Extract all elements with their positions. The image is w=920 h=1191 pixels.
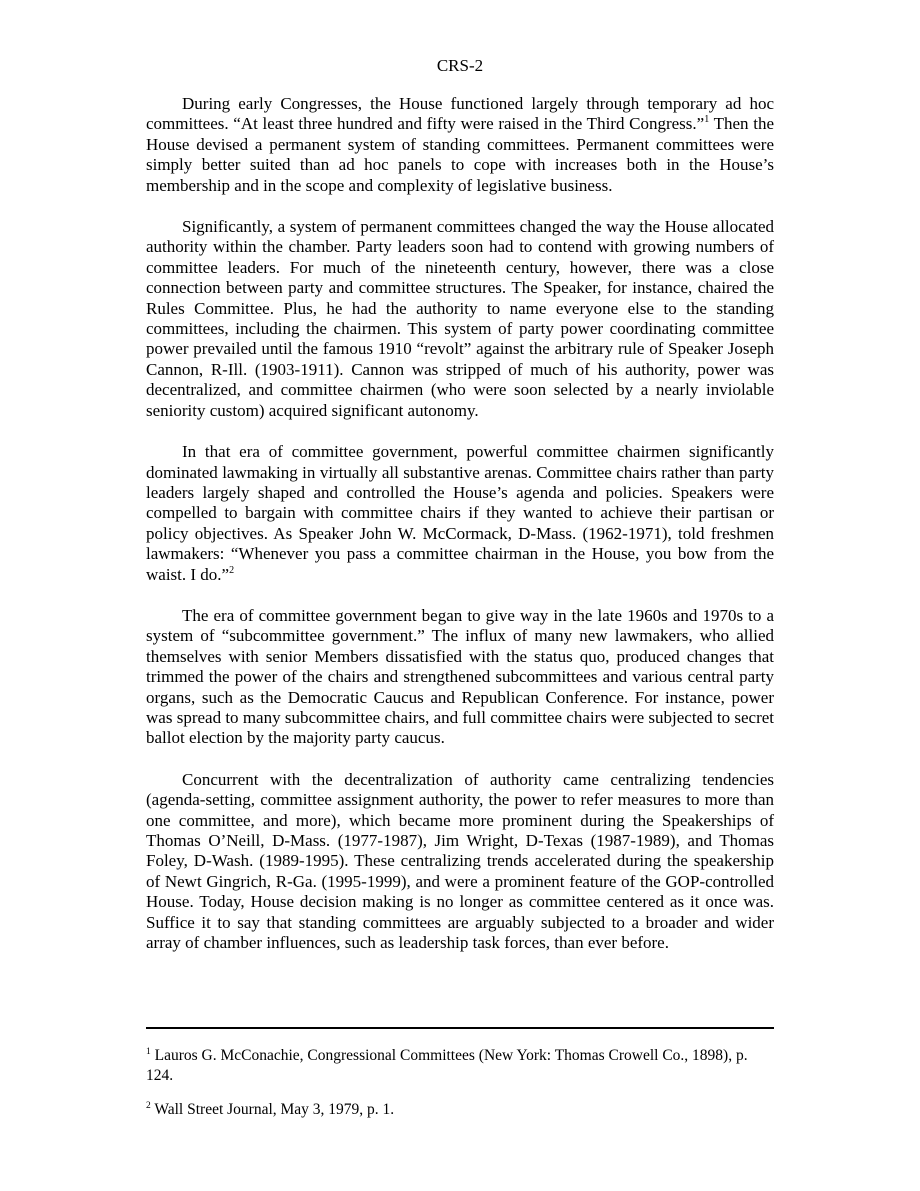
paragraph-permanent-committees: Significantly, a system of permanent committees changed the way the House allocated authority within the chamber. Party leaders soon had to contend with growing numbers of committee leaders. For much of the nineteenth century, however, there was a close connection between party and committee structures. The Speaker, for instance, chaired the Rules Committee. Plus, he had the authority to name everyone else to the standing committees, including the chairmen. This system of party power coordinating committee power prevailed until the famous 1910 “revolt” against the arbitrary rule of Speaker Joseph Cannon, R-Ill. (1903-1911). Cannon was stripped of much of his authority, power was decentralized, and committee chairmen (who were soon selected by a nearly inviolable seniority custom) acquired significant autonomy. (146, 217, 774, 420)
footnote-divider (146, 1027, 774, 1029)
paragraph-committee-government (146, 442, 774, 585)
page-number-header: CRS-2 (436, 56, 484, 75)
footnote-reference[interactable]: 2 (229, 564, 235, 576)
footnote-reference[interactable]: 1 (704, 114, 710, 126)
paragraph-centralizing-tendencies: Concurrent with the decentralization of authority came centralizing tendencies (agenda-setting, committee assignment authority, the power to refer measures to more than one committee, and more), which became more prominent during the Speakerships of Thomas O’Neill, D-Mass. (1977-1987), Jim Wright, D-Texas (1987-1989), and Thomas Foley, D-Wash. (1989-1995). These centralizing trends accelerated during the speakership of Newt Gingrich, R-Ga. (1995-1999), and were a prominent feature of the GOP-controlled House. Today, House decision making is no longer as committee centered as it once was. Suffice it to say that standing committees are arguably subjected to a broader and wider array of chamber influences, such as leadership task forces, than ever before. (146, 769, 774, 953)
footnote-text: Wall Street Journal, May 3, 1979, p. 1. (150, 1101, 395, 1118)
footnotes-section (146, 1046, 774, 1134)
footnote-marker: 2 (146, 1101, 151, 1111)
body-text (146, 94, 774, 974)
paragraph-subcommittee-government: The era of committee government began to give way in the late 1960s and 1970s to a system of “subcommittee government.” The influx of many new lawmakers, who allied themselves with senior Members dissatisfied with the status quo, produced changes that trimmed the power of the chairs and strengthened subcommittees and various central party organs, such as the Democratic Caucus and Republican Conference. For instance, power was spread to many subcommittee chairs, and full committee chairs were subjected to secret ballot election by the majority party caucus. (146, 605, 774, 748)
paragraph-early-congresses (146, 94, 774, 196)
footnote-text: Lauros G. McConachie, Congressional Committees (New York: Thomas Crowell Co., 1898), p. 124. (146, 1047, 748, 1084)
paragraph-text: In that era of committee government, powerful committee chairmen significantly dominated lawmaking in virtually all substantive arenas. Committee chairs rather than party leaders largely shaped and controlled the House’s agenda and policies. Speakers were compelled to bargain with committee chairs if they wanted to achieve their partisan or policy objectives. As Speaker John W. McCormack, D-Mass. (1962-1971), told freshmen lawmakers: “Whenever you pass a committee chairman in the House, you bow from the waist. I do.” (146, 442, 774, 584)
footnote-2 (146, 1100, 774, 1120)
paragraph-text: Then the House devised a permanent system of standing committees. Permanent committees were simply better suited than ad hoc panels to cope with increases both in the House’s membership and in the scope and complexity of legislative business. (146, 114, 774, 195)
footnote-1 (146, 1046, 774, 1086)
footnote-marker: 1 (146, 1047, 151, 1057)
paragraph-text: During early Congresses, the House functioned largely through temporary ad hoc committees. “At least three hundred and fifty were raised in the Third Congress.” (146, 94, 774, 134)
